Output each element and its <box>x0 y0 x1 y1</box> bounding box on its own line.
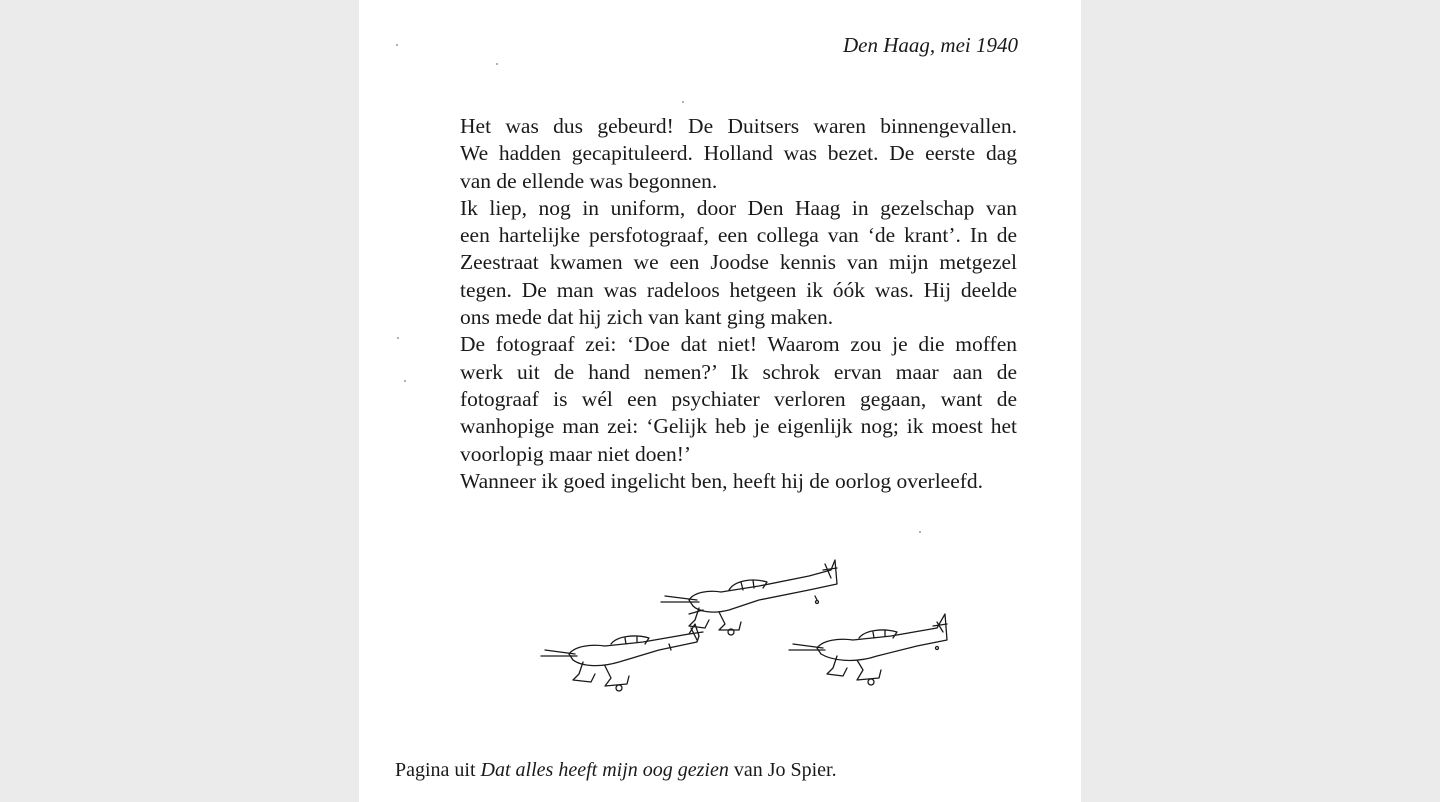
dateline: Den Haag, mei 1940 <box>843 33 1018 57</box>
airplane-drawing <box>789 614 947 685</box>
text-line: Het was dus gebeurd! De Duitsers waren binnengevallen. <box>460 114 1017 138</box>
text-line: Zeestraat kwamen we een Joodse kennis van mijn metgezel <box>460 250 1017 275</box>
airplane-drawing <box>541 624 703 691</box>
airplanes-drawing <box>539 548 969 708</box>
book-page <box>359 0 1081 802</box>
caption-book-title: Dat alles heeft mijn oog gezien <box>480 759 729 781</box>
airplane-drawing <box>661 560 837 635</box>
text-line: voorlopig maar niet doen!’ <box>460 441 692 466</box>
text-line: werk uit de hand nemen?’ Ik schrok ervan maar aan de <box>460 359 1017 384</box>
text-line: van de ellende was begonnen. <box>460 168 718 193</box>
paper-speck <box>682 101 684 103</box>
paper-speck <box>396 44 398 46</box>
text-line: We hadden gecapituleerd. Holland was bezet. De eerste dag <box>460 141 1017 166</box>
text-line: De fotograaf zei: ‘Doe dat niet! Waarom zou je die moffen <box>460 332 1017 357</box>
caption-prefix: Pagina uit <box>395 759 481 781</box>
paper-speck <box>496 63 498 65</box>
text-line: tegen. De man was radeloos hetgeen ik óók was. Hij deelde <box>460 277 1017 302</box>
body-text <box>460 113 1017 495</box>
paper-speck <box>404 380 406 382</box>
text-line: wanhopige man zei: ‘Gelijk heb je eigenlijk nog; ik moest het <box>460 414 1017 439</box>
text-line: ons mede dat hij zich van kant ging maken. <box>460 305 834 330</box>
text-line: een hartelijke persfotograaf, een collega van ‘de krant’. In de <box>460 223 1017 248</box>
paper-speck <box>919 531 921 533</box>
caption <box>395 759 837 782</box>
text-line: Wanneer ik goed ingelicht ben, heeft hij de oorlog overleefd. <box>460 468 984 493</box>
caption-suffix: van Jo Spier. <box>728 759 837 781</box>
text-line: Ik liep, nog in uniform, door Den Haag in gezelschap van <box>460 195 1017 220</box>
text-line: fotograaf is wél een psychiater verloren gegaan, want de <box>460 386 1017 411</box>
paper-speck <box>397 337 399 339</box>
